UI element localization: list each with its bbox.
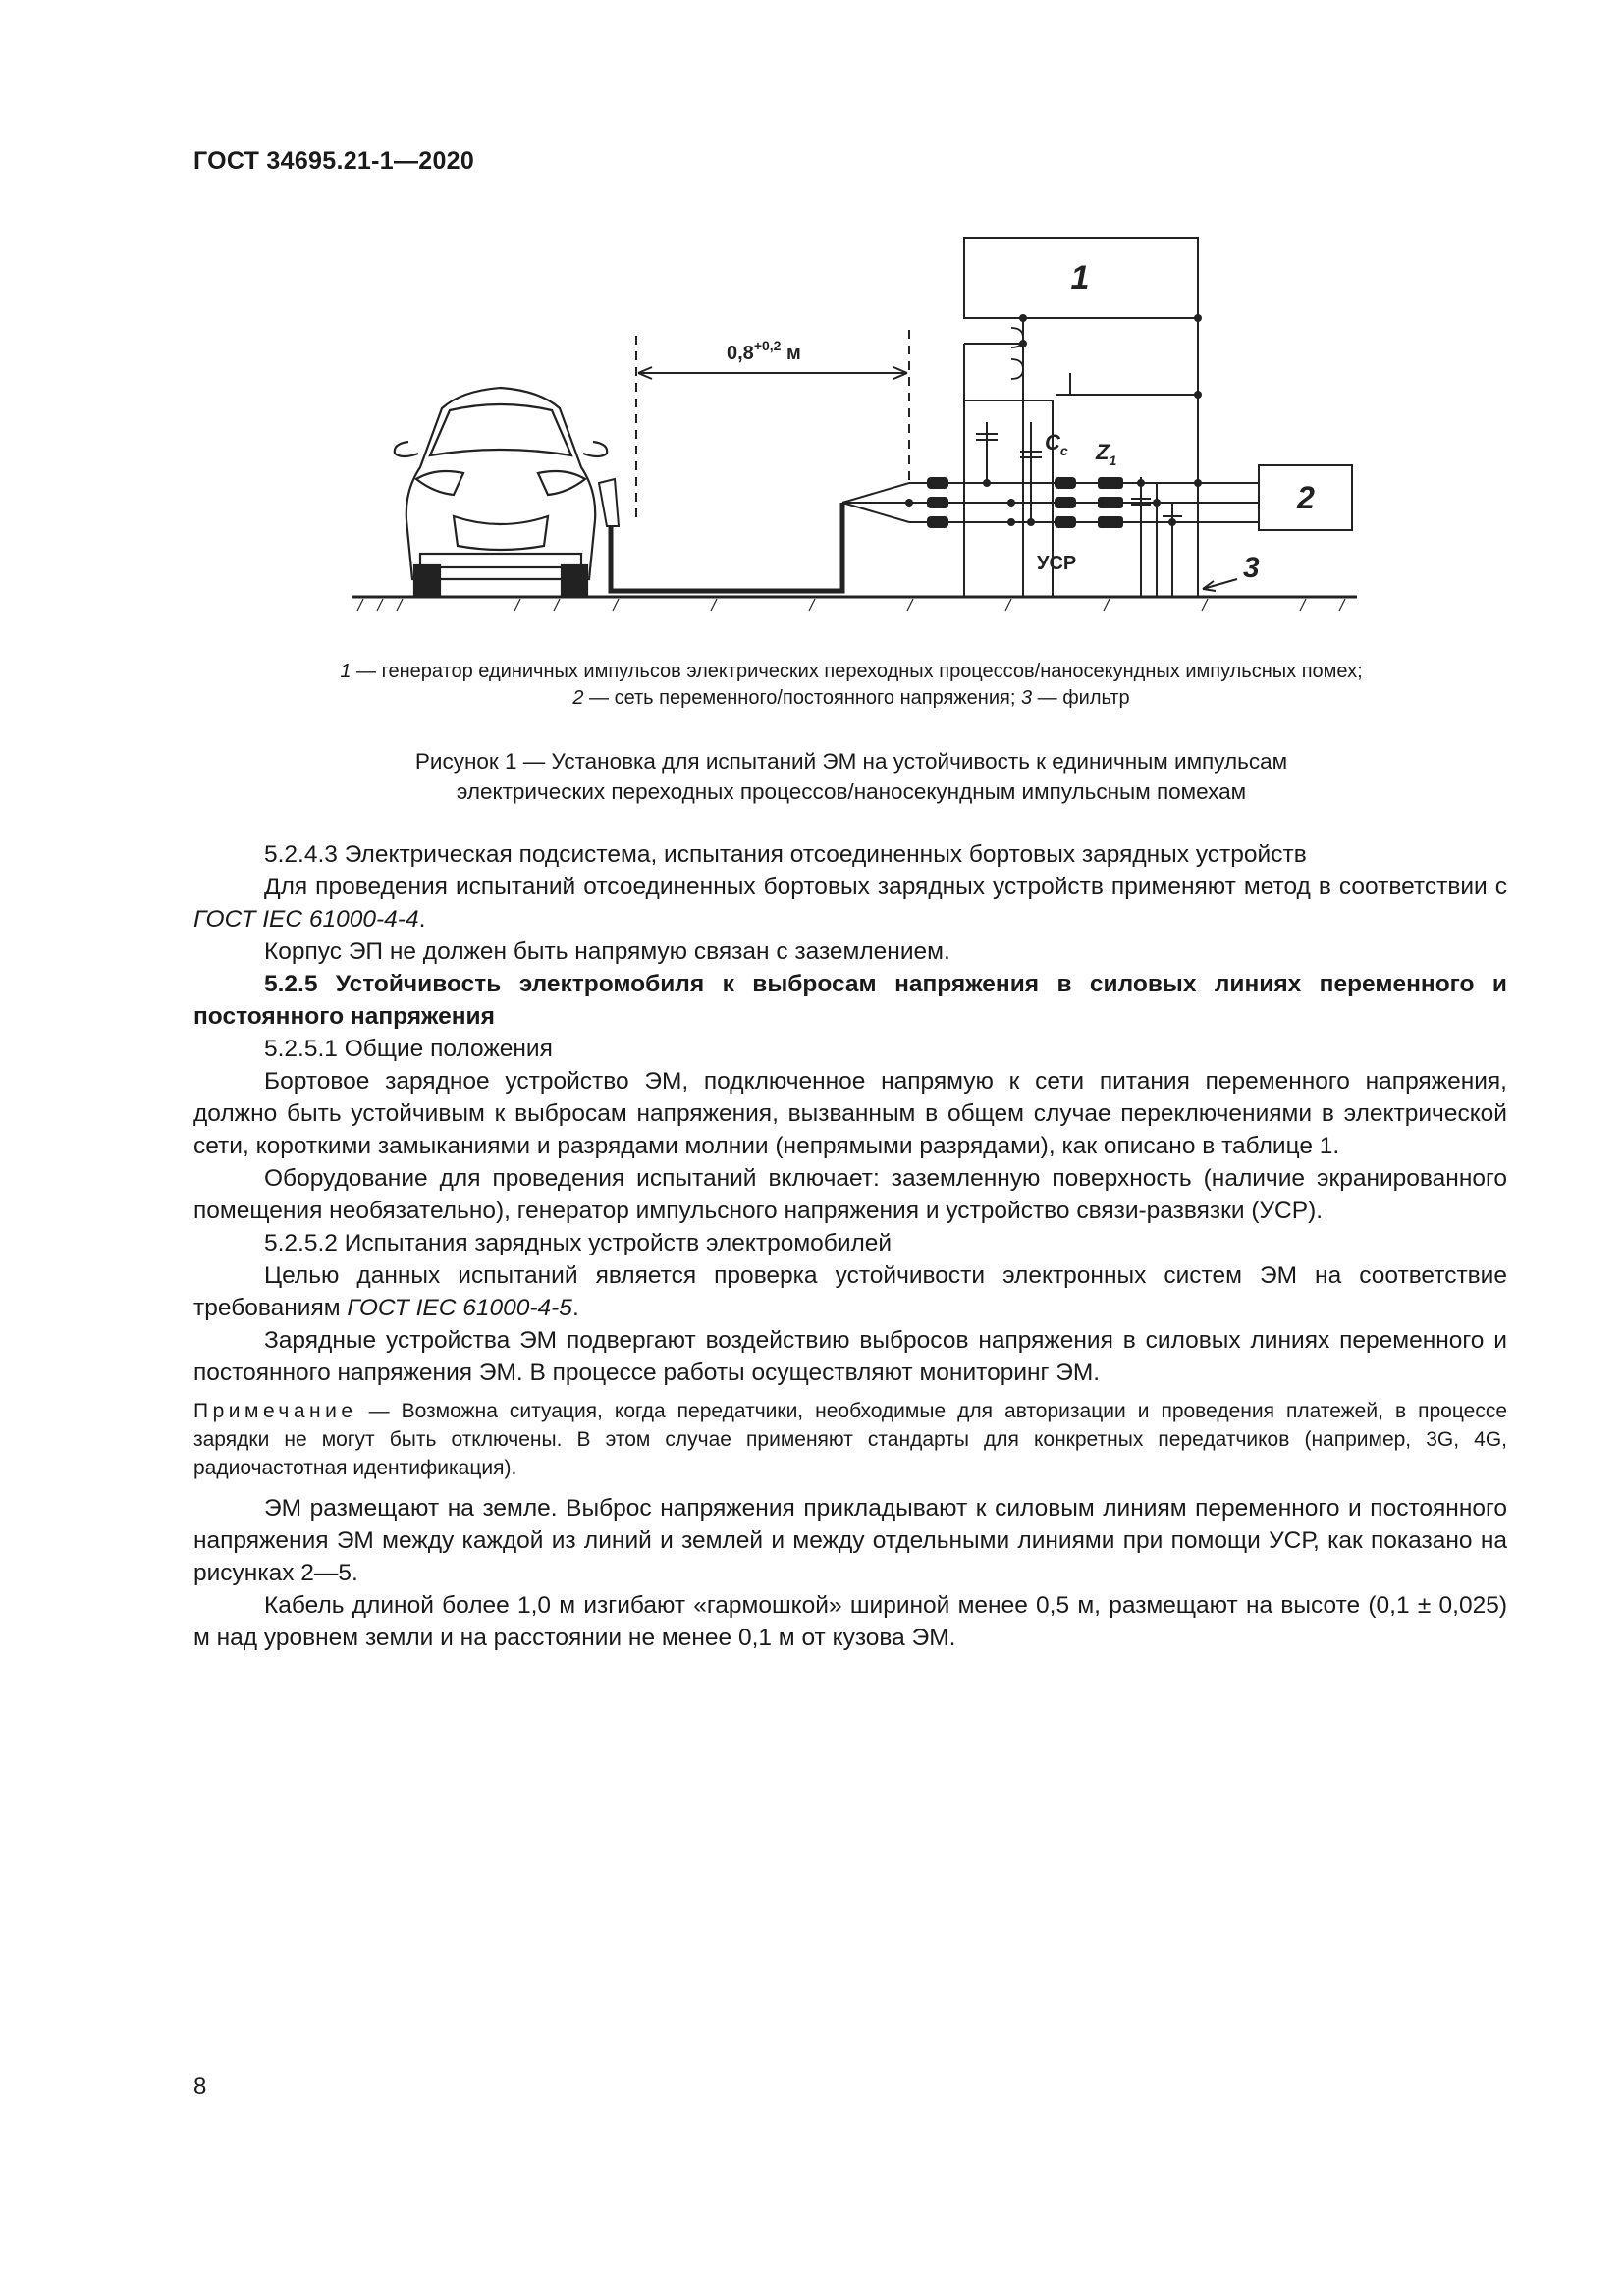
label-cc: $C_c$ [1045, 430, 1068, 458]
section-heading: 5.2.5 Устойчивость электромобиля к выбросам напряжения в силовых линиях переменного и постоянного напряжения [193, 971, 1507, 1030]
label-z1: $Z_1$ [1096, 440, 1117, 468]
test-setup-figure [324, 226, 1365, 628]
label-filter: 3 [1243, 552, 1260, 584]
paragraph: 5.2.5.1 Общие положения [264, 1036, 553, 1062]
test-setup-diagram [324, 226, 1365, 628]
charging-cable [611, 503, 842, 591]
document-header: ГОСТ 34695.21-1—2020 [193, 147, 475, 175]
legend-line-2: 2 — сеть переменного/постоянного напряжения; 3 — фильтр [572, 687, 1130, 709]
paragraph: Зарядные устройства ЭМ подвергают воздействию выбросов напряжения в силовых линиях переменного и постоянного напряжения ЭМ. В процессе работы осуществляют мониторинг ЭМ. [193, 1327, 1507, 1386]
ground-hatching [357, 599, 1345, 611]
paragraph: ЭМ размещают на земле. Выброс напряжения прикладывают к силовым линиям переменного и постоянного напряжения ЭМ между каждой из линий и землей и между отдельными линиями при помощи УСР, как показано на рисунках 2—5. [193, 1495, 1507, 1586]
note: Примечание — Возможна ситуация, когда передатчики, необходимые для авторизации и проведения платежей, в процессе зарядки не могут быть отключены. В этом случае применяют стандарты для конкретных передатчиков (например, 3G, 4G, радиочастотная идентификация). [193, 1400, 1507, 1479]
body-text [193, 838, 1507, 1654]
paragraph: Для проведения испытаний отсоединенных бортовых зарядных устройств применяют метод в соответствии с ГОСТ IEC 61000-4-4. [193, 874, 1507, 933]
figure-legend [193, 659, 1509, 712]
paragraph: Целью данных испытаний является проверка устойчивости электронных систем ЭМ на соответствие требованиям ГОСТ IEC 61000-4-5. [193, 1262, 1507, 1321]
car-outline [395, 388, 607, 595]
paragraph: Корпус ЭП не должен быть напрямую связан с заземлением. [264, 938, 950, 965]
label-network: 2 [1297, 480, 1315, 515]
paragraph: Оборудование для проведения испытаний включает: заземленную поверхность (наличие экранированного помещения необязательно), генератор импульсного напряжения и устройство связи-развязки (УСР). [193, 1165, 1507, 1224]
paragraph: Бортовое зарядное устройство ЭМ, подключенное напрямую к сети питания переменного напряжения, должно быть устойчивым к выбросам напряжения, вызванным в общем случае переключениями в электрической сети, короткими замыканиями и разрядами молнии (непрямыми разрядами), как описано в таблице 1. [193, 1068, 1507, 1159]
label-usr: УСР [1037, 553, 1077, 574]
figure-caption: Рисунок 1 — Установка для испытаний ЭМ на устойчивость к единичным импульсам электрических переходных процессов/наносекундным импульсным помехам [414, 749, 1288, 804]
distance-label: $0,8^{+0,2}$ м [727, 338, 801, 364]
page-number: 8 [193, 2073, 207, 2100]
paragraph: Кабель длиной более 1,0 м изгибают «гармошкой» шириной менее 0,5 м, размещают на высоте (0,1 ± 0,025) м над уровнем земли и на расстоянии не менее 0,1 м от кузова ЭМ. [193, 1592, 1507, 1651]
label-generator: 1 [1070, 259, 1090, 296]
paragraph: 5.2.5.2 Испытания зарядных устройств электромобилей [264, 1230, 893, 1256]
charging-inlet [599, 479, 619, 526]
legend-line-1: 1 — генератор единичных импульсов электрических переходных процессов/наносекундных импульсных помех; [340, 661, 1363, 682]
paragraph: 5.2.4.3 Электрическая подсистема, испытания отсоединенных бортовых зарядных устройств [264, 841, 1307, 868]
